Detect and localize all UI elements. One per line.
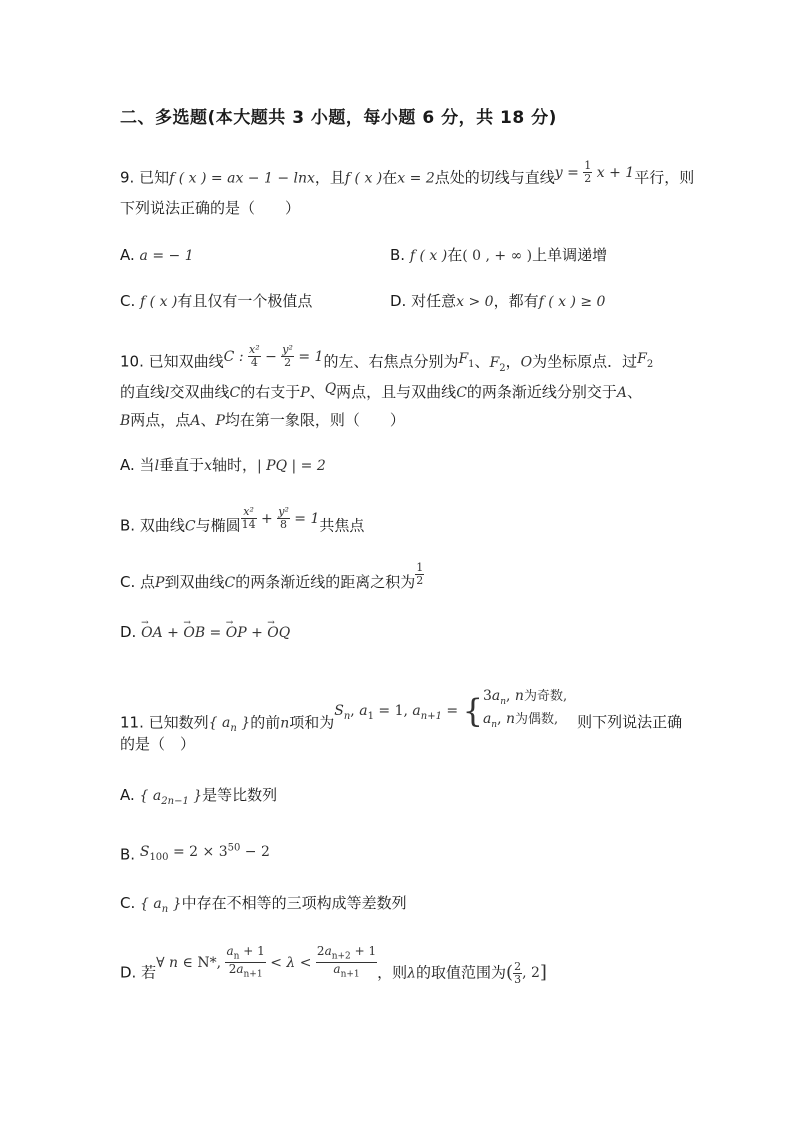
q10-option-d-vector-eq: → OA + → OB = → OP + → OQ	[141, 625, 290, 641]
q11-case-odd: 为奇数,	[523, 689, 568, 704]
q10-option-c-text-3: 的两条渐近线的距离之积为	[235, 573, 416, 591]
q9-option-c	[120, 291, 312, 312]
q9-text-5: 平行，则	[634, 168, 695, 187]
q9-stem-line1	[120, 159, 695, 191]
q10-option-c-label: C.	[120, 573, 136, 591]
q11-option-b-math: $S_{100} = 2 \times 3^{50} - 2$	[139, 842, 270, 863]
q10-q: Q	[324, 381, 337, 397]
q10-l: l	[165, 385, 170, 401]
q10-option-b-text-2: 与椭圆	[195, 516, 241, 535]
q9-stem-line2: 下列说法正确的是（ ）	[120, 199, 301, 217]
q10-p: P	[300, 385, 310, 401]
q11-text-2: 的前	[250, 713, 281, 732]
q11-text-4: 则下列说法正确	[577, 713, 683, 732]
q11-option-d-inequality: ∀ n ∈ N*, $\frac{a_n + 1}{2a_{n+1}}$ < λ < $\frac{2a_{n+2} + 1}{a_{n+1}}$	[156, 944, 377, 980]
q9-option-a	[120, 245, 194, 266]
q11-option-d-text-1: 若	[141, 963, 157, 982]
q10-option-a-x: x	[204, 458, 212, 474]
q10-f1: $F_1$	[458, 350, 475, 370]
q10-text-3: 、	[474, 352, 490, 371]
q11-number: 11.	[120, 713, 144, 732]
q10-option-c	[120, 561, 424, 595]
q11-option-a	[120, 785, 277, 812]
q10-line2-text-d: 、	[309, 383, 325, 401]
q10-option-a-text-2: 垂直于	[159, 456, 205, 474]
q10-c2: C	[456, 385, 467, 401]
q11-text-3: 项和为	[289, 713, 335, 732]
q10-c: C	[229, 385, 241, 401]
q10-p2: P	[215, 413, 225, 429]
q10-stem-line3	[120, 410, 405, 431]
q10-text-4: 为坐标原点．过	[532, 352, 638, 371]
q10-option-b-label: B.	[120, 516, 136, 535]
q11-option-d	[120, 944, 547, 991]
q9-number: 9.	[120, 168, 135, 187]
section-heading: 二、多选题(本大题共 3 小题，每小题 6 分，共 18 分)	[120, 108, 557, 128]
q11-option-c-seq: { $a_n$ }	[140, 896, 182, 915]
q9-option-b-label: B.	[390, 246, 406, 264]
q9-option-d-fx-ge-0: f ( x ) ≥ 0	[538, 294, 606, 310]
q10-a2: A	[190, 413, 201, 429]
q10-option-a-text-3: 轴时，	[211, 456, 257, 474]
q11-option-a-text: 是等比数列	[202, 786, 278, 804]
q10-option-d	[120, 622, 290, 643]
q9-option-b-fx: f ( x )	[409, 248, 448, 264]
q10-option-b	[120, 505, 365, 539]
q9-option-c-fx: f ( x )	[140, 294, 178, 310]
q11-option-b-label: B.	[120, 845, 136, 864]
q10-line2-text-g: 、	[627, 383, 643, 401]
q11-option-c-label: C.	[120, 894, 136, 912]
q11-option-d-label: D.	[120, 963, 137, 982]
q11-option-c	[120, 893, 407, 920]
q11-recurrence: $S_n$, $a_1 = 1$, $a_{n+1} = \{3a_n$, n为奇数, $a_n$, n为偶数,	[334, 688, 568, 730]
q10-option-b-text-3: 共焦点	[319, 516, 365, 535]
q10-hyperbola-eq: C : $\frac{\text{x²}}{4}$ − $\frac{\text{y²}}{2}$ = 1	[223, 343, 324, 369]
q9-line-eq: y = $\frac{1}{2}$ x + 1	[554, 159, 635, 185]
q11-an-set: { $a_n$ }	[208, 715, 251, 735]
q10-line2-text-e: 两点，且与双曲线	[336, 383, 457, 401]
q10-option-a-label: A.	[120, 456, 135, 474]
q10-option-a-text-1: 当	[139, 456, 155, 474]
q10-stem-line1: 10. 已知双曲线C : $\frac{\text{x²}}{4}$ − $\frac{\text{y²}}{2}$ = 1的左、右焦点分别为$F_1$、$F_2$，O为坐标原点．过$F_2$	[120, 343, 654, 374]
q11-option-d-lambda: λ	[407, 965, 417, 982]
q10-line3-text-c: 均在第一象限，则（ ）	[224, 411, 405, 429]
q9-text-4: 点处的切线与直线	[434, 168, 555, 187]
q10-option-a-l: l	[154, 458, 160, 474]
q11-option-d-text-3: 的取值范围为	[416, 963, 507, 982]
q9-function-def: f ( x ) = ax − 1 − lnx	[169, 170, 315, 187]
q11-option-a-seq: { $a_{2n-1}$ }	[139, 788, 203, 807]
q10-option-b-ellipse: $\frac{\text{x²}}{14}$ + $\frac{\text{y²}}{8}$ = 1	[241, 505, 320, 531]
q9-option-c-text: 有且仅有一个极值点	[177, 292, 313, 310]
q10-line2-text-b: 交双曲线	[169, 383, 230, 401]
q10-f2: $F_2$	[489, 354, 506, 374]
q11-n: n	[280, 715, 290, 732]
q10-a: A	[616, 385, 628, 401]
q10-text-1: 已知双曲线	[148, 352, 224, 371]
q9-x-eq-2: x = 2	[397, 170, 435, 187]
q10-option-a-math: | PQ | = 2	[256, 458, 326, 474]
q10-line2-text-a: 的直线	[120, 383, 166, 401]
q11-text-1: 已知数列	[148, 713, 209, 732]
q11-stem-line1	[120, 688, 683, 746]
q9-option-b-text-2: 上单调递增	[532, 246, 608, 264]
q10-line2-text-f: 的两条渐近线分别交于	[466, 383, 617, 401]
q9-option-d-x-gt-0: x > 0	[456, 294, 494, 310]
q9-option-b-text-1: 在	[447, 246, 463, 264]
q9-option-b	[390, 245, 607, 266]
q9-text-1: 已知	[139, 168, 170, 187]
q11-option-d-interval: ( $\frac{2}{3}$ , 2]	[506, 959, 547, 986]
q9-option-d-label: D.	[390, 292, 407, 310]
q10-option-d-label: D.	[120, 623, 137, 641]
q9-option-d	[390, 291, 605, 312]
q10-line3-text-a: 两点，点	[130, 411, 191, 429]
q11-option-d-text-2: ，则	[377, 963, 408, 982]
q11-case-even: 为偶数,	[515, 711, 559, 727]
q10-option-c-p: P	[155, 575, 165, 591]
q10-option-a	[120, 455, 326, 476]
q10-option-c-text-1: 点	[140, 573, 156, 591]
q11-option-a-label: A.	[120, 786, 135, 804]
q10-option-c-text-2: 到双曲线	[164, 573, 225, 591]
q9-option-d-text-2: ，都有	[493, 292, 539, 310]
q9-option-b-interval: ( 0 , + ∞ )	[462, 248, 533, 264]
q10-b: B	[120, 413, 131, 429]
q10-option-c-half: $\frac{1}{2}$	[416, 561, 424, 587]
q10-f2b: $F_2$	[637, 350, 654, 370]
q9-option-d-text-1: 对任意	[411, 292, 457, 310]
q9-option-c-label: C.	[120, 292, 136, 310]
q10-text-2: 的左、右焦点分别为	[323, 352, 459, 371]
q11-option-b	[120, 842, 270, 871]
q10-stem-line2	[120, 382, 642, 403]
q10-option-b-c: C	[184, 518, 196, 535]
q9-option-a-label: A.	[120, 246, 135, 264]
q9-text-2: ，且	[314, 168, 345, 187]
q10-line3-text-b: 、	[200, 411, 216, 429]
q11-stem-line2: 的是（ ）	[120, 735, 196, 753]
q9-fx: f ( x )	[344, 170, 383, 187]
q10-line2-text-c: 的右支于	[240, 383, 301, 401]
q9-text-3: 在	[382, 168, 398, 187]
q10-option-b-text-1: 双曲线	[139, 516, 185, 535]
q10-option-c-c: C	[224, 575, 236, 591]
q9-option-a-math: a = − 1	[139, 248, 194, 264]
q11-option-c-text: 中存在不相等的三项构成等差数列	[181, 894, 407, 912]
q10-o: O	[520, 354, 533, 371]
q10-number: 10.	[120, 352, 144, 371]
